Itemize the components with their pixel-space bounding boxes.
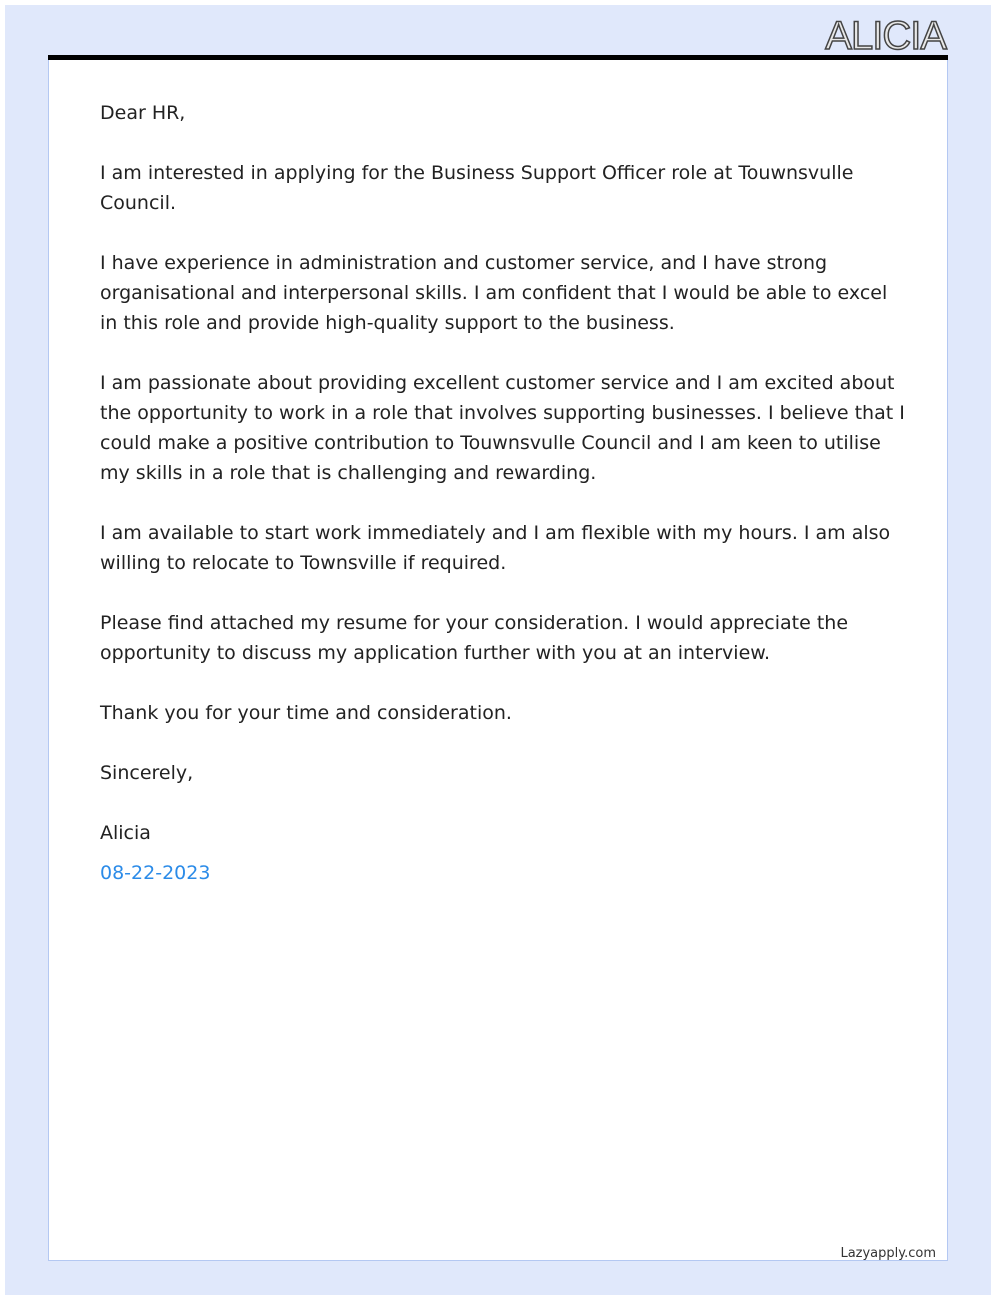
- paragraph: Thank you for your time and consideration.: [100, 702, 512, 724]
- letter-body: [100, 98, 910, 918]
- paragraph: Please find attached my resume for your consideration. I would appreciate the opportunity to discuss my application further with you at an interview.: [100, 612, 849, 664]
- paragraph: I am available to start work immediately and I am flexible with my hours. I am also willing to relocate to Townsville if required.: [100, 522, 891, 574]
- header-rule: [48, 55, 948, 60]
- paragraph: I have experience in administration and customer service, and I have strong organisational and interpersonal skills. I am confident that I would be able to excel in this role and provide high-quality support to the business.: [100, 252, 888, 334]
- applicant-name-header: ALICIA: [825, 14, 946, 58]
- closing: Sincerely,: [100, 762, 194, 784]
- letter-date: 08-22-2023: [100, 862, 211, 884]
- greeting: Dear HR,: [100, 102, 186, 124]
- paragraph: I am interested in applying for the Business Support Officer role at Touwnsvulle Council.: [100, 162, 854, 214]
- signature: Alicia: [100, 822, 151, 844]
- footer-brand: Lazyapply.com: [840, 1246, 936, 1261]
- paragraph: I am passionate about providing excellent customer service and I am excited about the opportunity to work in a role that involves supporting businesses. I believe that I could make a positive contribution to Touwnsvulle Council and I am keen to utilise my skills in a role that is challenging and rewarding.: [100, 372, 905, 484]
